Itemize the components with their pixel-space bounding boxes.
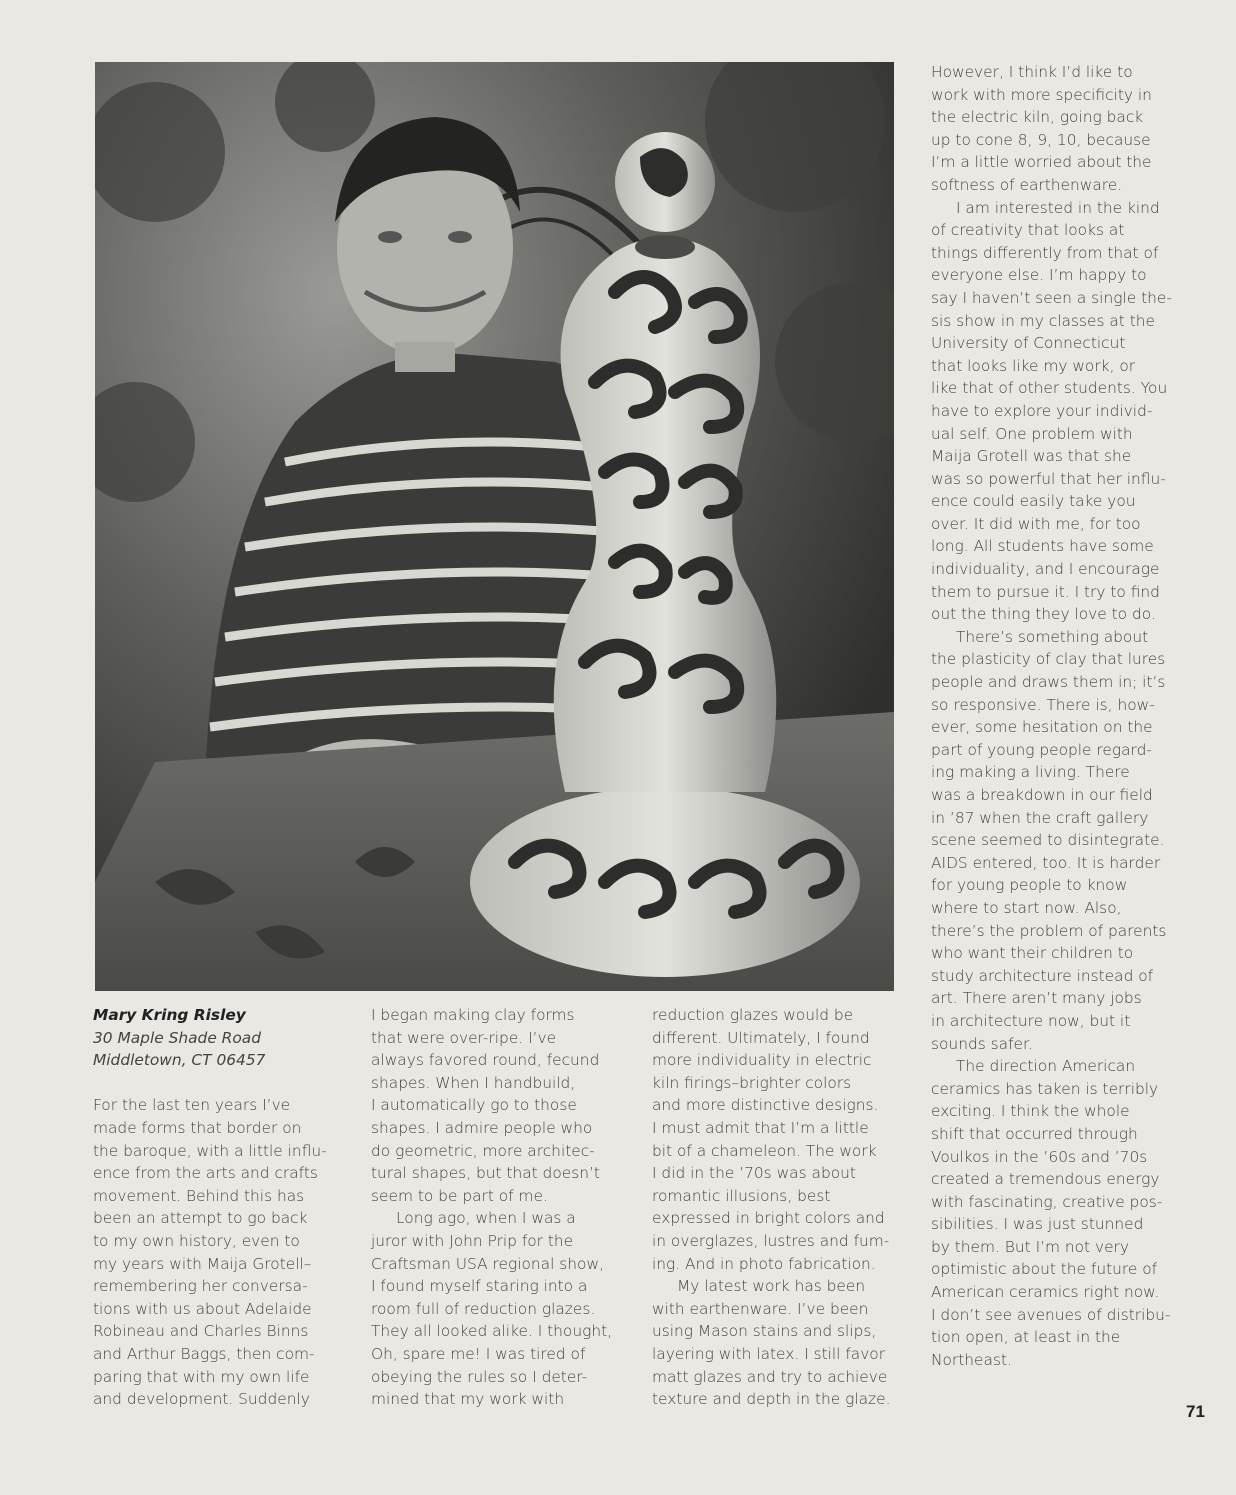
text-line: expressed in bright colors and (652, 1209, 885, 1228)
text-line: tions with us about Adelaide (93, 1299, 312, 1318)
caption-address-line-2: Middletown, CT 06457 (93, 1051, 266, 1070)
text-line: room full of reduction glazes. (371, 1299, 596, 1318)
text-line: shift that occurred through (931, 1124, 1138, 1143)
text-line: part of young people regard- (931, 740, 1152, 759)
text-line: sis show in my classes at the (931, 311, 1155, 330)
text-line: movement. Behind this has (93, 1186, 305, 1205)
paragraph (652, 1275, 900, 1411)
text-line: I don’t see avenues of distribu- (931, 1305, 1171, 1324)
paragraph (931, 61, 1181, 197)
text-line: always favored round, fecund (371, 1051, 600, 1070)
text-line: them to pursue it. I try to find (931, 582, 1160, 601)
text-line: My latest work has been (677, 1277, 866, 1296)
text-line: sibilities. I was just stunned (931, 1215, 1144, 1234)
text-line: that were over-ripe. I’ve (371, 1028, 557, 1047)
text-line: I did in the ’70s was about (652, 1164, 856, 1183)
text-line: Long ago, when I was a (396, 1209, 576, 1228)
text-line: things differently from that of (931, 243, 1159, 262)
text-line: shapes. I admire people who (371, 1118, 593, 1137)
paragraph (93, 1094, 353, 1410)
text-line: bit of a chameleon. The work (652, 1141, 877, 1160)
text-line: ual self. One problem with (931, 424, 1133, 443)
text-line: where to start now. Also, (931, 898, 1122, 917)
text-line: I automatically go to those (371, 1096, 577, 1115)
caption-address-line-1: 30 Maple Shade Road (93, 1028, 261, 1047)
text-line: I am interested in the kind (956, 198, 1160, 217)
text-line: over. It did with me, for too (931, 514, 1141, 533)
text-line: I found myself staring into a (371, 1277, 588, 1296)
text-line: softness of earthenware. (931, 175, 1123, 194)
text-line: with fascinating, creative pos- (931, 1192, 1163, 1211)
text-line: ceramics has taken is terribly (931, 1079, 1159, 1098)
text-line: my years with Maija Grotell– (93, 1254, 312, 1273)
text-line: However, I think I’d like to (931, 63, 1133, 81)
column-3 (652, 1004, 900, 1411)
text-line: of creativity that looks at (931, 221, 1125, 240)
text-line: layering with latex. I still favor (652, 1344, 886, 1363)
text-line: say I haven’t seen a single the- (931, 288, 1172, 307)
text-line: in architecture now, but it (931, 1011, 1131, 1030)
text-line: juror with John Prip for the (371, 1231, 574, 1250)
text-line: to my own history, even to (93, 1231, 300, 1250)
text-line: shapes. When I handbuild, (371, 1073, 576, 1092)
text-line: have to explore your individ- (931, 401, 1153, 420)
text-line: I began making clay forms (371, 1006, 575, 1024)
text-line: there’s the problem of parents (931, 921, 1167, 940)
text-line: made forms that border on (93, 1118, 302, 1137)
text-line: Oh, spare me! I was tired of (371, 1344, 586, 1363)
text-line: Craftsman USA regional show, (371, 1254, 604, 1273)
text-line: exciting. I think the whole (931, 1102, 1130, 1121)
text-line: Maija Grotell was that she (931, 447, 1132, 466)
text-line: like that of other students. You (931, 379, 1168, 398)
text-line: was a breakdown in our field (931, 786, 1153, 804)
text-line: University of Connecticut (931, 334, 1126, 353)
text-line: reduction glazes would be (652, 1006, 854, 1024)
text-line: tion open, at least in the (931, 1328, 1121, 1347)
text-line: sounds safer. (931, 1034, 1033, 1053)
text-line: ence from the arts and crafts (93, 1164, 318, 1183)
text-line: do geometric, more architec- (371, 1141, 595, 1160)
text-line: so responsive. There is, how- (931, 695, 1155, 714)
text-line: created a tremendous energy (931, 1170, 1160, 1189)
text-line: The direction American (956, 1057, 1136, 1076)
text-line: I must admit that I’m a little (652, 1118, 869, 1137)
text-line: up to cone 8, 9, 10, because (931, 130, 1151, 149)
text-line: and development. Suddenly (93, 1390, 310, 1409)
text-line: There’s something about (956, 627, 1149, 646)
text-line: and Arthur Baggs, then com- (93, 1344, 315, 1363)
text-line: ing making a living. There (931, 763, 1130, 782)
text-line: that looks like my work, or (931, 356, 1136, 375)
column-4 (931, 61, 1181, 1371)
text-line: seem to be part of me. (371, 1186, 548, 1205)
text-line: by them. But I’m not very (931, 1237, 1129, 1256)
text-line: different. Ultimately, I found (652, 1028, 870, 1047)
text-line: the plasticity of clay that lures (931, 650, 1166, 669)
text-line: obeying the rules so I deter- (371, 1367, 588, 1386)
text-line: people and draws them in; it’s (931, 673, 1166, 692)
text-line: using Mason stains and slips, (652, 1322, 877, 1341)
text-line: more individuality in electric (652, 1051, 872, 1070)
text-line: work with more specificity in (931, 85, 1152, 104)
photo-illustration (95, 62, 894, 991)
column-1 (93, 1004, 353, 1411)
text-line: mined that my work with (371, 1390, 565, 1409)
text-line: out the thing they love to do. (931, 605, 1156, 624)
text-line: matt glazes and try to achieve (652, 1367, 888, 1386)
text-line: I’m a little worried about the (931, 153, 1152, 172)
text-line: for young people to know (931, 876, 1128, 895)
text-line: ence could easily take you (931, 492, 1136, 511)
paragraph (931, 197, 1181, 626)
paragraph (371, 1004, 636, 1207)
text-line: who want their children to (931, 944, 1134, 963)
text-line: study architecture instead of (931, 966, 1154, 985)
text-line: the electric kiln, going back (931, 108, 1144, 127)
text-line: scene seemed to disintegrate. (931, 831, 1165, 850)
portrait-photo (95, 62, 894, 991)
text-line: in ’87 when the craft gallery (931, 808, 1149, 827)
text-line: They all looked alike. I thought, (371, 1322, 613, 1341)
text-line: AIDS entered, too. It is harder (931, 853, 1161, 872)
text-line: ing. And in photo fabrication. (652, 1254, 876, 1273)
paragraph (931, 1055, 1181, 1371)
text-line: American ceramics right now. (931, 1283, 1160, 1302)
text-line: was so powerful that her influ- (931, 469, 1166, 488)
caption-name: Mary Kring Risley (93, 1006, 246, 1024)
text-line: with earthenware. I’ve been (652, 1299, 869, 1318)
text-line: the baroque, with a little influ- (93, 1141, 327, 1160)
text-line: everyone else. I’m happy to (931, 266, 1147, 285)
paragraph (371, 1207, 636, 1410)
text-line: remembering her conversa- (93, 1277, 308, 1296)
text-line: kiln firings–brighter colors (652, 1073, 852, 1092)
text-line: Robineau and Charles Binns (93, 1322, 309, 1341)
text-line: individuality, and I encourage (931, 560, 1160, 579)
page-number: 71 (1186, 1402, 1205, 1421)
paragraph (931, 626, 1181, 1055)
text-line: tural shapes, but that doesn’t (371, 1164, 600, 1183)
text-line: For the last ten years I’ve (93, 1096, 291, 1115)
text-line: romantic illusions, best (652, 1186, 831, 1205)
text-line: long. All students have some (931, 537, 1154, 556)
text-line: and more distinctive designs. (652, 1096, 879, 1115)
column-2 (371, 1004, 636, 1411)
spacer (93, 1072, 353, 1095)
text-line: art. There aren’t many jobs (931, 989, 1142, 1008)
text-line: optimistic about the future of (931, 1260, 1158, 1279)
text-line: ever, some hesitation on the (931, 718, 1153, 737)
paragraph (652, 1004, 900, 1275)
text-line: texture and depth in the glaze. (652, 1390, 891, 1409)
text-line: Voulkos in the ’60s and ’70s (931, 1147, 1148, 1166)
text-line: in overglazes, lustres and fum- (652, 1231, 890, 1250)
text-line: paring that with my own life (93, 1367, 310, 1386)
text-line: been an attempt to go back (93, 1209, 308, 1228)
text-line: Northeast. (931, 1350, 1012, 1369)
